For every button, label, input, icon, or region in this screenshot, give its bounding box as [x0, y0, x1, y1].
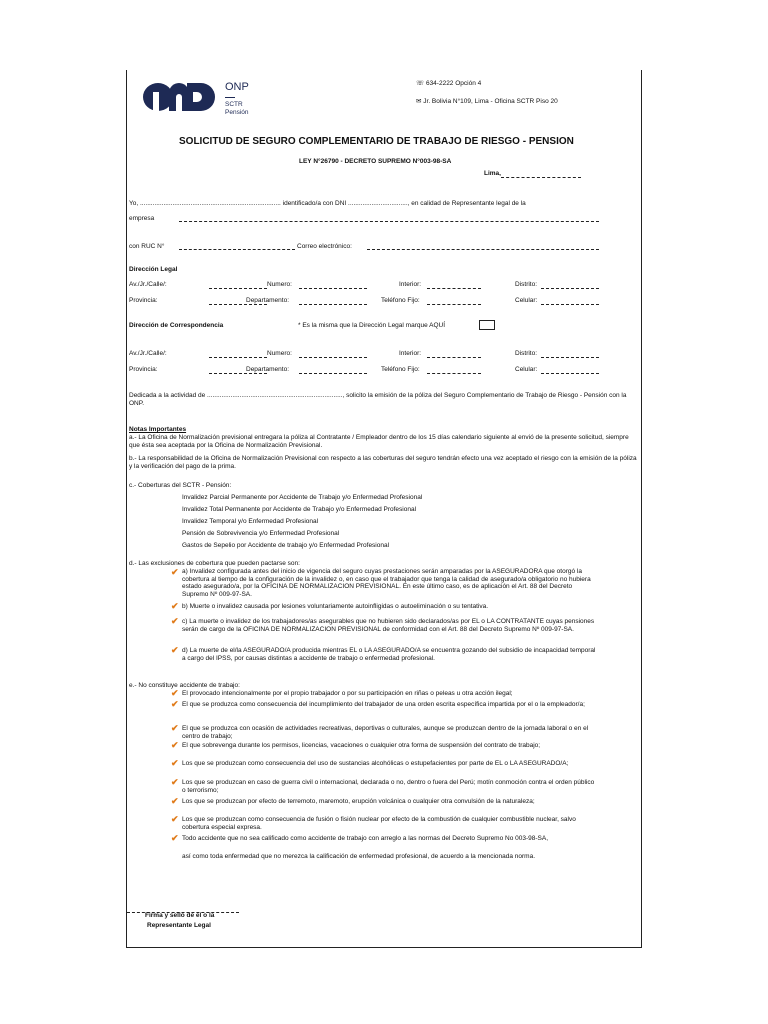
logo-sub-sctr: SCTR: [225, 101, 243, 108]
exclusiones-heading: d.- Las exclusiones de cobertura que pueden pactarse son:: [129, 560, 300, 567]
form-page: [126, 70, 642, 948]
exclusion-item: b) Muerte o invalidez causada por lesiones voluntariamente autoinfligidas o autoeliminación o su tentativa.: [182, 603, 489, 610]
corr-celular-field[interactable]: [541, 366, 599, 374]
corr-av-label: Av./Jr./Calle/:: [129, 350, 167, 357]
check-icon: ✔: [171, 758, 179, 768]
corr-interior-field[interactable]: [427, 350, 481, 358]
nota-b: b.- La responsabilidad de la Oficina de Normalización Previsional con respecto a las coberturas del seguro tendrán efecto una vez aceptado el riesgo con la emisión de la póliza y la verificación del pago de la prima.: [129, 455, 637, 470]
cobertura-item: Invalidez Temporal y/o Enfermedad Profesional: [182, 518, 319, 525]
cobertura-item: Invalidez Total Permanente por Accidente de Trabajo y/o Enfermedad Profesional: [182, 506, 417, 513]
corr-departamento-label: Departamento:: [246, 366, 289, 373]
logo-text: ONP: [225, 81, 249, 93]
no-accidente-item: El que se produzca como consecuencia del incumplimiento del trabajador de una orden escrita específica impartida por el o la empleador/a;: [182, 701, 585, 708]
correo-field[interactable]: [367, 242, 599, 250]
yo-line: Yo, .............................................................................. identificado/a con DNI ................................., en calidad de Representante legal de la: [129, 200, 526, 207]
legal-provincia-label: Provincia:: [129, 297, 158, 304]
ruc-label: con RUC N°: [129, 243, 165, 250]
direccion-corr-heading: Dirección de Correspondencia: [129, 322, 224, 329]
coberturas-heading: c.- Coberturas del SCTR - Pensión:: [129, 482, 232, 489]
corr-telefono-field[interactable]: [427, 366, 481, 374]
check-icon: ✔: [171, 601, 179, 611]
legal-numero-label: Numero:: [267, 281, 292, 288]
phone-line: [416, 80, 481, 88]
ruc-field[interactable]: [179, 242, 295, 250]
corr-interior-label: Interior:: [399, 350, 422, 357]
no-accidente-item: Todo accidente que no sea calificado como accidente de trabajo con arreglo a las normas del Decreto Supremo No 003-98-SA,: [182, 835, 549, 842]
logo-sub-pension: Pensión: [225, 109, 249, 116]
no-accidente-item: El que sobrevenga durante los permisos, licencias, vacaciones o cualquier otra forma de suspensión del contrato de trabajo;: [182, 742, 541, 749]
no-accidente-item: El que se produzca con ocasión de actividades recreativas, deportivas o culturales, aunque se produzcan dentro de la jornada laboral o en el centro de trabajo;: [182, 725, 589, 740]
check-icon: ✔: [171, 688, 179, 698]
form-title: SOLICITUD DE SEGURO COMPLEMENTARIO DE TRABAJO DE RIESGO - PENSION: [179, 136, 574, 147]
legal-av-field[interactable]: [209, 281, 267, 289]
cobertura-item: Gastos de Sepelio por Accidente de trabajo y/o Enfermedad Profesional: [182, 542, 390, 549]
exclusion-item: d) La muerte de el/la ASEGURADO/A producida mientras EL o LA ASEGURADO/A se encuentra gozando del subsidio de incapacidad temporal a cargo del IPSS, por causas distintas a accidente de trabajo o enfermedad profesional.: [182, 647, 596, 662]
no-accidente-item: El provocado intencionalmente por el propio trabajador o por su participación en riñas o peleas u otra acción ilegal;: [182, 690, 513, 697]
notas-heading: Notas Importantes: [129, 426, 187, 433]
direccion-legal-heading: Dirección Legal: [129, 266, 178, 273]
logo-divider: [225, 97, 235, 98]
corr-distrito-label: Distrito:: [515, 350, 538, 357]
legal-celular-field[interactable]: [541, 297, 599, 305]
lima-label: Lima,: [484, 170, 581, 178]
form-subtitle: LEY N°26790 - DECRETO SUPREMO N°003-98-SA: [299, 158, 452, 165]
legal-av-label: Av./Jr./Calle/:: [129, 281, 167, 288]
legal-interior-label: Interior:: [399, 281, 422, 288]
check-icon: ✔: [171, 814, 179, 824]
no-accidente-item: Los que se produzcan en caso de guerra civil o internacional, declarada o no, dentro o fuera del Perú; motín conmoción contra el orden público o terrorismo;: [182, 779, 595, 794]
check-icon: ✔: [171, 645, 179, 655]
address-line: [416, 98, 558, 106]
no-accidente-item: Los que se produzcan como consecuencia del uso de sustancias alcohólicas o estupefacientes por parte de EL o LA ASEGURADO/A;: [182, 760, 569, 767]
exclusion-item: a) Invalidez configurada antes del inicio de vigencia del seguro cuyas prestaciones serán amparadas por la ASEGURADORA que otorgó la cobertura al tiempo de la configuración de la invalidez o, en caso que el trabajador que tenga la calidad de asegurado/a obligatorio no hubiera estado asegurado/a, por la OFICINA DE NORMALIZACION PREVISIONAL. En este último caso, es de aplicación el Art. 88 del Decreto Supremo Nº 009-97-SA.: [182, 568, 591, 598]
legal-numero-field[interactable]: [299, 281, 367, 289]
corr-provincia-label: Provincia:: [129, 366, 158, 373]
check-icon: ✔: [171, 796, 179, 806]
corr-distrito-field[interactable]: [541, 350, 599, 358]
cobertura-item: Invalidez Parcial Permanente por Accidente de Trabajo y/o Enfermedad Profesional: [182, 494, 423, 501]
corr-telefono-label: Teléfono Fijo:: [381, 366, 420, 373]
nota-a: a.- La Oficina de Normalización previsional entregara la póliza al Contratante / Empleador dentro de los 15 días calendario siguiente al envió de la presente solicitud, siempre que ésta sea aceptada por la Oficina de Normalización Previsional.: [129, 434, 629, 449]
phone-icon: ☏: [416, 80, 425, 87]
lima-date-field[interactable]: [501, 170, 581, 178]
no-accidente-item: Los que se produzcan por efecto de terremoto, maremoto, erupción volcánica o cualquier otra convulsión de la naturaleza;: [182, 798, 535, 805]
check-icon: ✔: [171, 616, 179, 626]
empresa-label: empresa: [129, 215, 155, 222]
corr-note: * Es la misma que la Dirección Legal marque AQUÍ: [298, 322, 446, 329]
no-accidente-item: Los que se produzcan como consecuencia de fusión o fisión nuclear por efecto de la combustión de cualquier combustible nuclear, salvo cobertura especial expresa.: [182, 816, 576, 831]
no-accidente-heading: e.- No constituye accidente de trabajo:: [129, 682, 240, 689]
check-icon: ✔: [171, 567, 179, 577]
check-icon: ✔: [171, 699, 179, 709]
legal-celular-label: Celular:: [515, 297, 538, 304]
firma-label-2: Representante Legal: [147, 922, 211, 929]
corr-departamento-field[interactable]: [299, 366, 367, 374]
check-icon: ✔: [171, 723, 179, 733]
legal-telefono-label: Teléfono Fijo:: [381, 297, 420, 304]
empresa-field[interactable]: [179, 214, 599, 222]
dedicada-paragraph: Dedicada a la actividad de ..........................................................................., solicito la emisión de la póliza del Seguro Complementario de Trabajo de Riesgo - Pensión con la ONP.: [129, 392, 627, 407]
onp-logo: [127, 70, 227, 120]
corr-numero-label: Numero:: [267, 350, 292, 357]
corr-av-field[interactable]: [209, 350, 267, 358]
same-address-checkbox[interactable]: [479, 320, 495, 330]
no-accidente-tail: así como toda enfermedad que no merezca la calificación de enfermedad profesional, de acuerdo a la mencionada norma.: [182, 853, 536, 860]
address-text: Jr. Bolivia N°109, Lima - Oficina SCTR Piso 20: [423, 98, 558, 105]
legal-distrito-field[interactable]: [541, 281, 599, 289]
mail-icon: ✉: [416, 98, 422, 105]
corr-celular-label: Celular:: [515, 366, 538, 373]
check-icon: ✔: [171, 740, 179, 750]
phone-number: 634-2222 Opción 4: [425, 80, 482, 87]
legal-departamento-field[interactable]: [299, 297, 367, 305]
check-icon: ✔: [171, 777, 179, 787]
corr-numero-field[interactable]: [299, 350, 367, 358]
legal-telefono-field[interactable]: [427, 297, 481, 305]
check-icon: ✔: [171, 833, 179, 843]
firma-label-1: Firma y sello de el o la: [145, 912, 215, 919]
legal-interior-field[interactable]: [427, 281, 481, 289]
legal-distrito-label: Distrito:: [515, 281, 538, 288]
legal-departamento-label: Departamento:: [246, 297, 289, 304]
cobertura-item: Pensión de Sobrevivencia y/o Enfermedad Profesional: [182, 530, 340, 537]
exclusion-item: c) La muerte o invalidez de los trabajadores/as asegurables que no hubieren sido declarados/as por EL o LA CONTRATANTE cuyas pensiones serán de cargo de la OFICINA DE NORMALIZACION PREVISIONAL de conformidad con el Art. 88 del Decreto Supremo Nº 009-97-SA.: [182, 618, 595, 633]
correo-label: Correo electrónico:: [297, 243, 352, 250]
